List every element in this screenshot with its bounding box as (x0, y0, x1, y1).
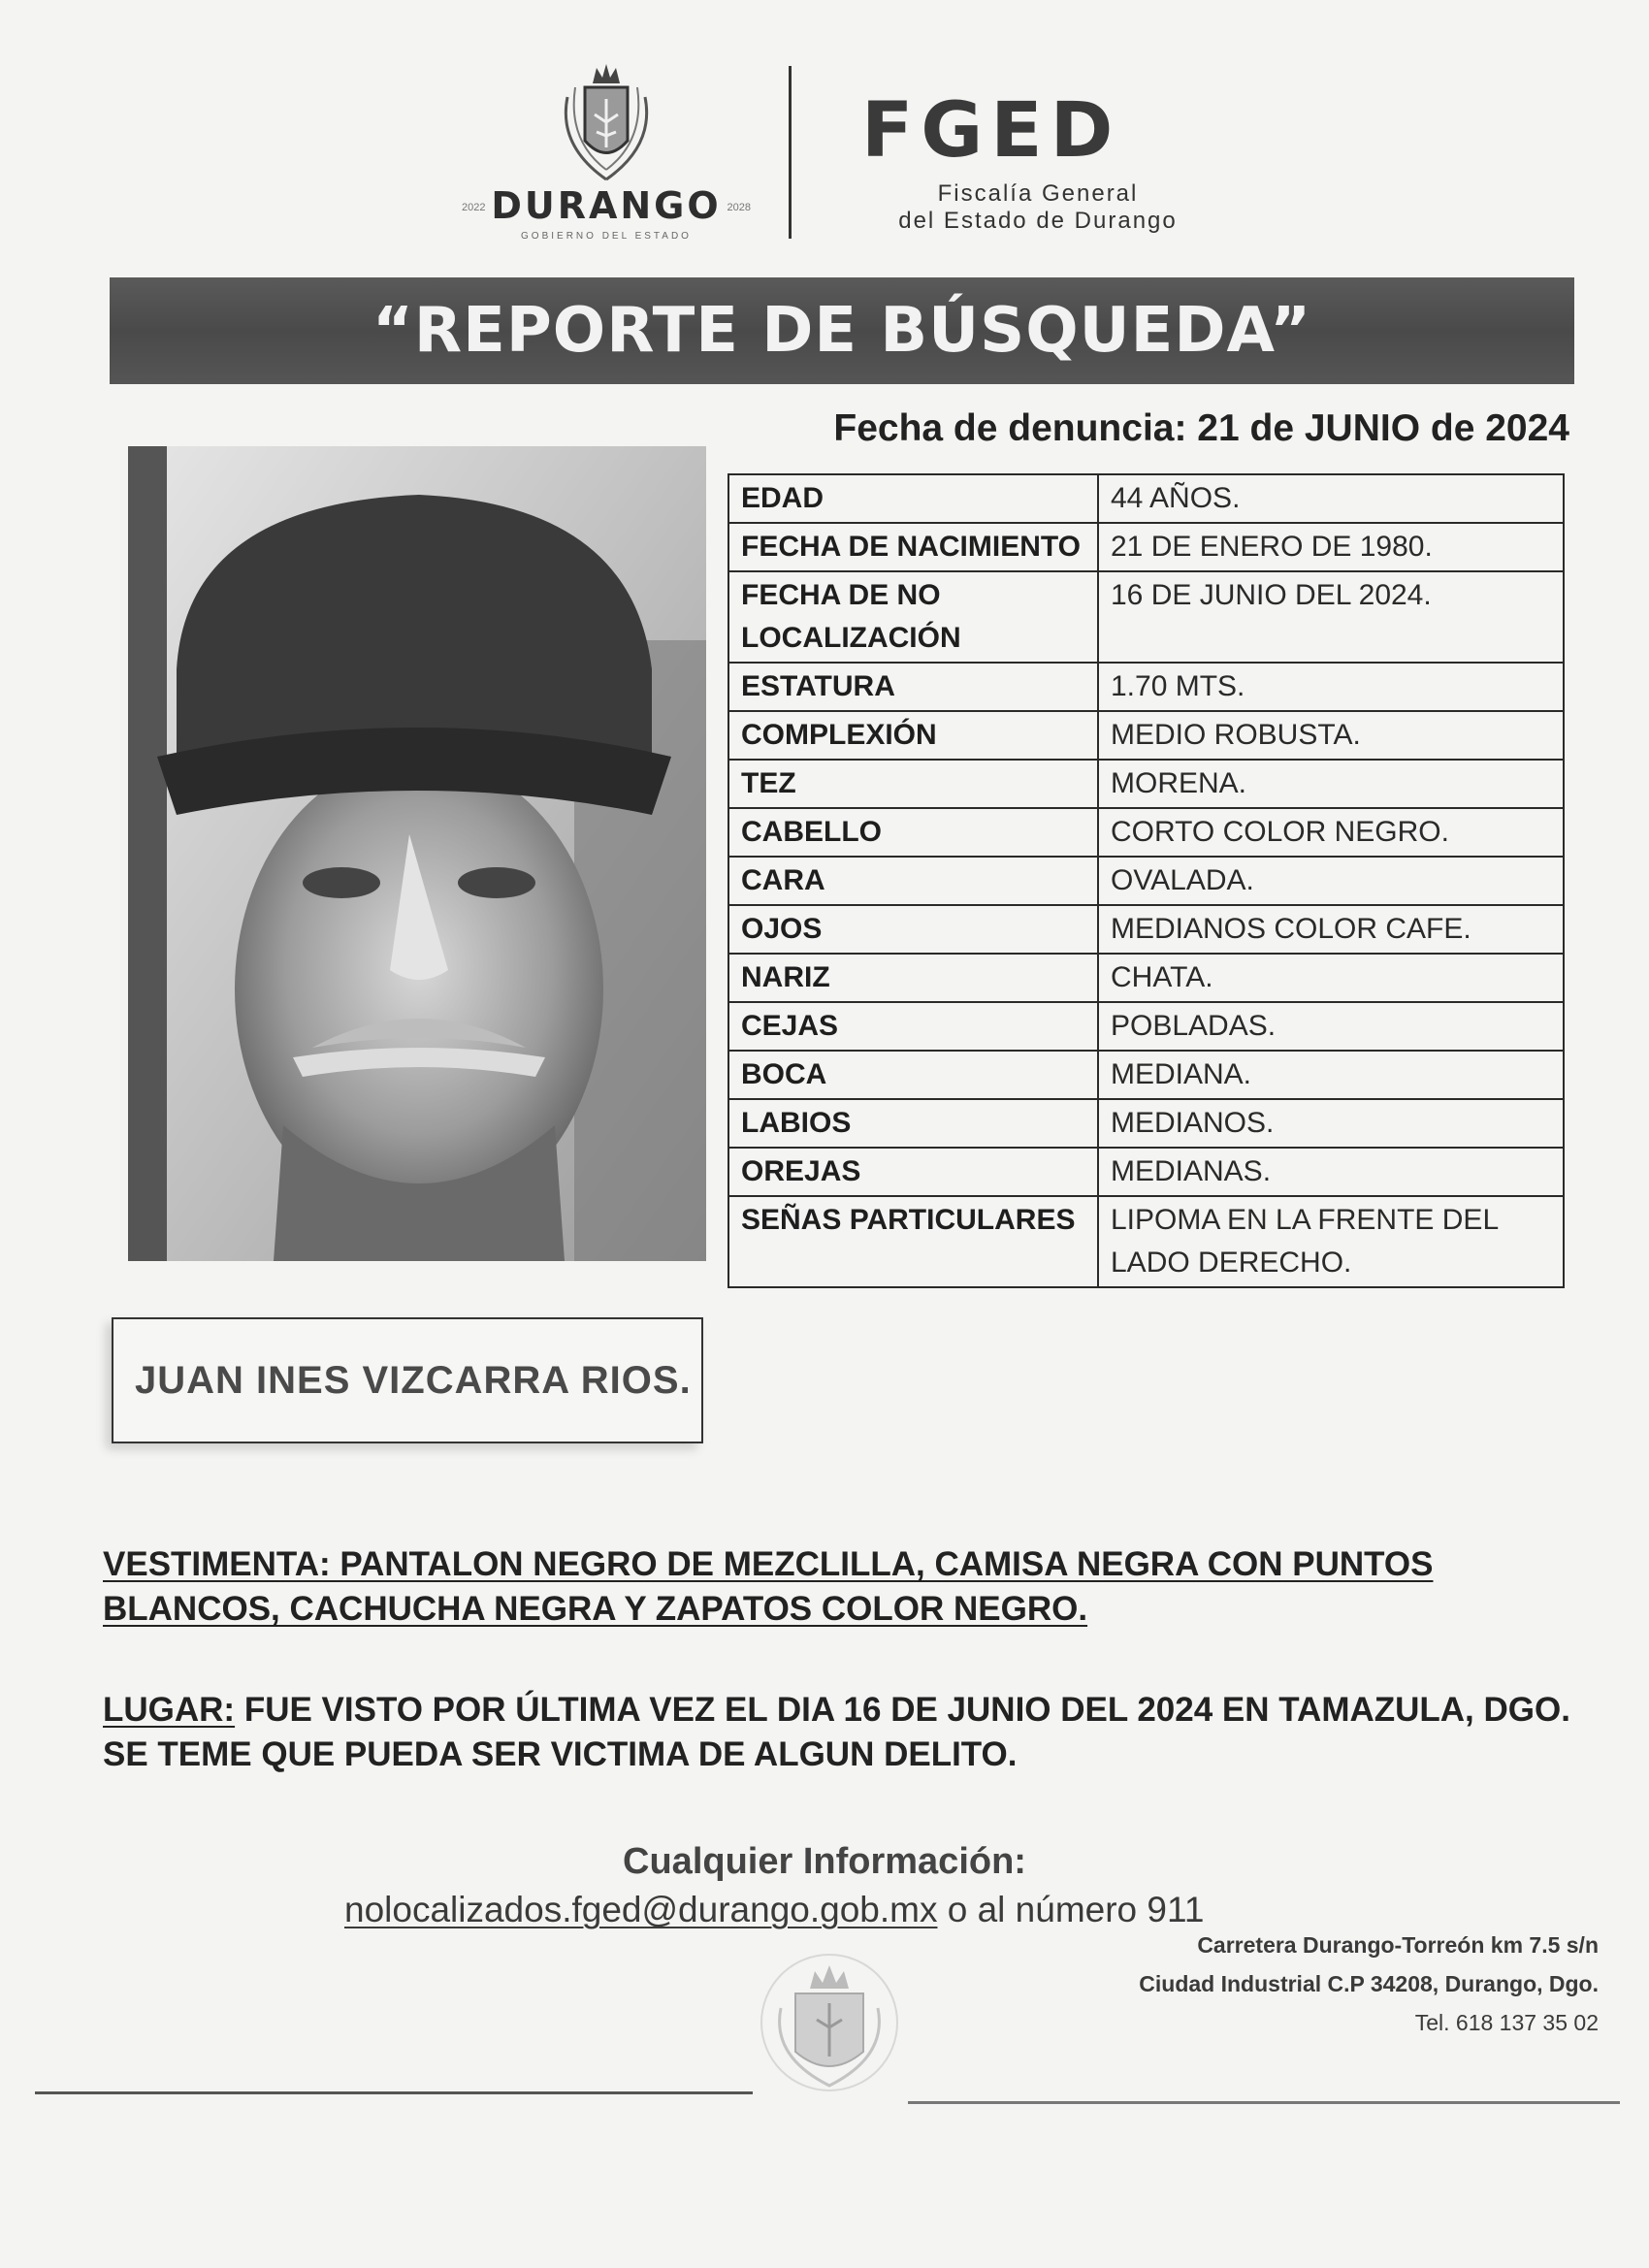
details-value: LIPOMA EN LA FRENTE DEL LADO DERECHO. (1098, 1196, 1564, 1287)
contact-email-link[interactable]: nolocalizados.fged@durango.gob.mx (344, 1890, 938, 1929)
fged-title: FGED (861, 87, 1121, 175)
address-line1: Carretera Durango-Torreón km 7.5 s/n (1197, 1932, 1599, 1958)
details-value: MEDIANA. (1098, 1051, 1564, 1099)
report-title-bar (110, 277, 1574, 384)
details-value: CHATA. (1098, 954, 1564, 1002)
details-row (728, 523, 1564, 571)
details-value: MEDIANOS. (1098, 1099, 1564, 1148)
details-row (728, 1148, 1564, 1196)
details-value: 21 DE ENERO DE 1980. (1098, 523, 1564, 571)
durango-wordmark: DURANGO (491, 184, 722, 227)
details-row (728, 1051, 1564, 1099)
details-row (728, 808, 1564, 857)
details-value: MORENA. (1098, 760, 1564, 808)
details-row (728, 1196, 1564, 1287)
details-label: COMPLEXIÓN (728, 711, 1098, 760)
details-label: CABELLO (728, 808, 1098, 857)
durango-crest-icon (558, 58, 655, 184)
details-row (728, 760, 1564, 808)
details-label: TEZ (728, 760, 1098, 808)
person-name: JUAN INES VIZCARRA RIOS. (135, 1358, 692, 1402)
clothing-text: VESTIMENTA: PANTALON NEGRO DE MEZCLILLA, CAMISA NEGRA CON PUNTOS BLANCOS, CACHUCHA NEGRA Y ZAPATOS COLOR NEGRO. (103, 1545, 1434, 1628)
fged-logo (854, 87, 1222, 235)
last-seen-text: FUE VISTO POR ÚLTIMA VEZ EL DIA 16 DE JUNIO DEL 2024 EN TAMAZULA, DGO. SE TEME QUE PUEDA SER VICTIMA DE ALGUN DELITO. (103, 1691, 1570, 1773)
contact-line (344, 1890, 1204, 1930)
durango-year-left: 2022 (462, 202, 486, 213)
details-row (728, 1002, 1564, 1051)
office-address (1139, 1926, 1599, 2042)
details-label: OREJAS (728, 1148, 1098, 1196)
header-divider (789, 66, 792, 239)
details-value: MEDIO ROBUSTA. (1098, 711, 1564, 760)
details-value: 16 DE JUNIO DEL 2024. (1098, 571, 1564, 663)
details-value: OVALADA. (1098, 857, 1564, 905)
footer-rule-right (908, 2101, 1620, 2104)
details-label: SEÑAS PARTICULARES (728, 1196, 1098, 1287)
details-value: MEDIANAS. (1098, 1148, 1564, 1196)
address-telephone: Tel. 618 137 35 02 (1414, 2010, 1599, 2035)
details-label: BOCA (728, 1051, 1098, 1099)
details-row (728, 1099, 1564, 1148)
report-title: “REPORTE DE BÚSQUEDA” (372, 295, 1312, 367)
fged-subtitle-line1: Fiscalía General (937, 180, 1139, 207)
person-details-table (728, 473, 1565, 1288)
report-date: Fecha de denuncia: 21 de JUNIO de 2024 (833, 407, 1569, 449)
details-label: EDAD (728, 474, 1098, 523)
fged-subtitle (854, 180, 1222, 235)
details-label: ESTATURA (728, 663, 1098, 711)
durango-subtitle: GOBIERNO DEL ESTADO (521, 231, 692, 242)
fged-subtitle-line2: del Estado de Durango (898, 208, 1178, 234)
details-row (728, 711, 1564, 760)
details-value: CORTO COLOR NEGRO. (1098, 808, 1564, 857)
details-row (728, 954, 1564, 1002)
details-label: CEJAS (728, 1002, 1098, 1051)
details-label: NARIZ (728, 954, 1098, 1002)
details-value: 1.70 MTS. (1098, 663, 1564, 711)
missing-person-photo (128, 446, 706, 1261)
details-label: OJOS (728, 905, 1098, 954)
details-value: MEDIANOS COLOR CAFE. (1098, 905, 1564, 954)
details-value: POBLADAS. (1098, 1002, 1564, 1051)
contact-title: Cualquier Información: (623, 1841, 1026, 1882)
details-value: 44 AÑOS. (1098, 474, 1564, 523)
details-row (728, 474, 1564, 523)
clothing-description (103, 1542, 1597, 1632)
last-seen-label: LUGAR: (103, 1691, 236, 1729)
details-label: FECHA DE NO LOCALIZACIÓN (728, 571, 1098, 663)
last-seen-description (103, 1688, 1597, 1777)
address-line2: Ciudad Industrial C.P 34208, Durango, Dgo. (1139, 1971, 1599, 1996)
durango-year-right: 2028 (727, 202, 751, 213)
footer-crest-icon (757, 1950, 902, 2095)
details-label: CARA (728, 857, 1098, 905)
durango-logo (456, 58, 757, 243)
contact-phone: o al número 911 (937, 1890, 1205, 1929)
footer-rule-left (35, 2091, 753, 2094)
person-photo-image (128, 446, 706, 1261)
details-label: LABIOS (728, 1099, 1098, 1148)
person-name-box (112, 1317, 703, 1443)
details-row (728, 571, 1564, 663)
details-row (728, 857, 1564, 905)
details-label: FECHA DE NACIMIENTO (728, 523, 1098, 571)
details-row (728, 905, 1564, 954)
details-row (728, 663, 1564, 711)
